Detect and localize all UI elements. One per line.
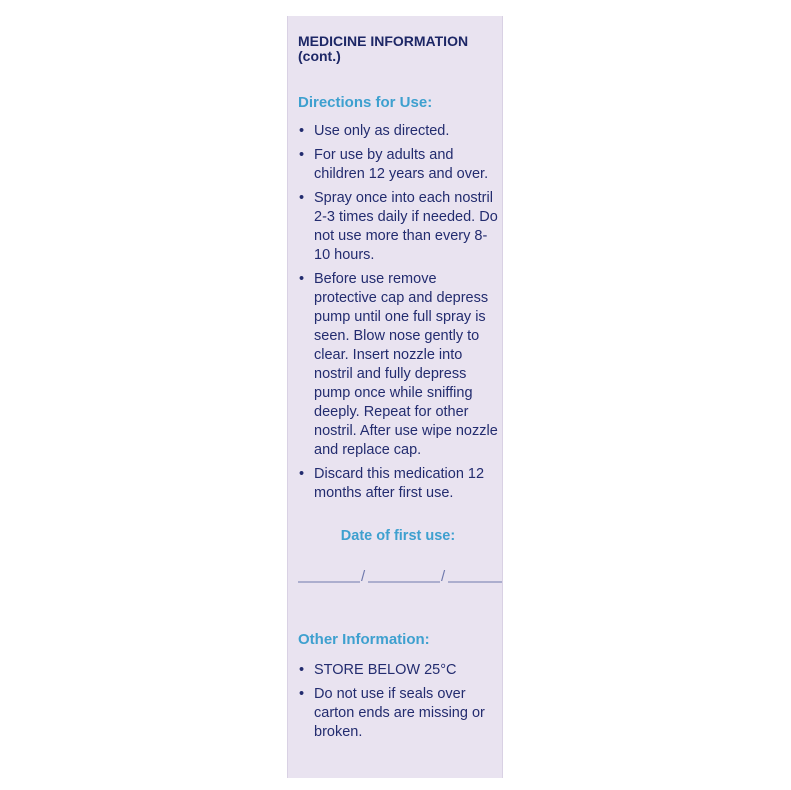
title-line-1: MEDICINE INFORMATION: [298, 33, 469, 49]
bullet-icon: •: [299, 466, 305, 482]
date-separator-2: /: [441, 568, 446, 584]
list-item: [298, 661, 502, 680]
list-item-text: STORE BELOW 25°C: [314, 662, 457, 678]
bullet-icon: •: [299, 662, 305, 678]
title-line-2: (cont.): [298, 48, 341, 64]
list-item-text: Before use remove protective cap and depress pump until one full spray is seen. Blow nose gently to clear. Insert nozzle into nostril and fully depress pump once while sniffing deeply. Repeat for other nostril. After use wipe nozzle and replace cap.: [314, 271, 498, 458]
list-item-text: For use by adults and children 12 years and over.: [314, 147, 489, 182]
medicine-info-panel: [287, 16, 503, 778]
bullet-icon: •: [299, 147, 305, 163]
list-item: [298, 146, 502, 184]
directions-list: [298, 122, 502, 508]
date-entry-line: [298, 564, 502, 584]
page-title: [298, 34, 498, 64]
other-information-title: Other Information:: [298, 631, 430, 648]
bullet-icon: •: [299, 686, 305, 702]
list-item: [298, 270, 502, 460]
list-item: [298, 122, 502, 141]
list-item: [298, 189, 502, 265]
list-item: [298, 685, 502, 742]
list-item: [298, 465, 502, 503]
bullet-icon: •: [299, 123, 305, 139]
list-item-text: Do not use if seals over carton ends are missing or broken.: [314, 686, 485, 740]
other-information-list: [298, 661, 502, 747]
list-item-text: Use only as directed.: [314, 123, 450, 139]
date-separator-1: /: [361, 568, 366, 584]
list-item-text: Discard this medication 12 months after first use.: [314, 466, 485, 501]
panel-content: [298, 33, 498, 740]
date-of-first-use-label: Date of first use:: [340, 528, 456, 544]
directions-title: Directions for Use:: [298, 94, 433, 111]
list-item-text: Spray once into each nostril 2-3 times daily if needed. Do not use more than every 8-10 hours.: [314, 190, 498, 263]
bullet-icon: •: [299, 190, 305, 206]
bullet-icon: •: [299, 271, 305, 287]
